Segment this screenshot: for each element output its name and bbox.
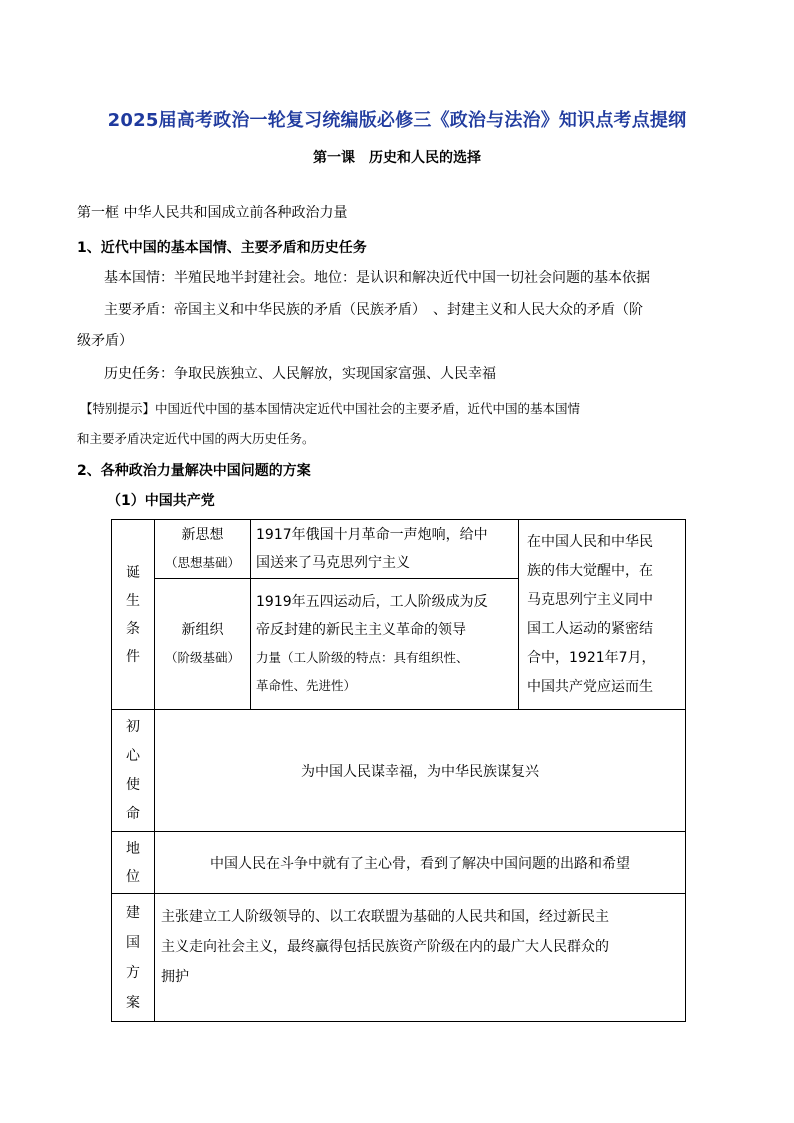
new-thought-name: 新思想 xyxy=(181,527,224,543)
new-org-content: 1919年五四运动后，工人阶级成为反 帝反封建的新民主主义革命的领导 力量（工人阶级的特点：具有组织性、 革命性、先进性） xyxy=(251,579,519,710)
table-row xyxy=(112,832,686,894)
new-org-cell xyxy=(155,579,251,710)
new-thought-content: 1917年俄国十月革命一声炮响，给中 国送来了马克思列宁主义 xyxy=(251,520,519,579)
status-content: 中国人民在斗争中就有了主心骨，看到了解决中国问题的出路和希望 xyxy=(155,832,686,894)
cpc-table xyxy=(111,519,686,1022)
plan-label: 建 国 方 案 xyxy=(112,894,155,1022)
lesson-title: 第一课 历史和人民的选择 xyxy=(313,150,481,166)
new-org-basis: （阶级基础） xyxy=(164,650,240,665)
special-tip-line: 【特别提示】中国近代中国的基本国情决定近代中国社会的主要矛盾，近代中国的基本国情 xyxy=(80,401,581,416)
basic-condition-line: 基本国情：半殖民地半封建社会。地位：是认识和解决近代中国一切社会问题的基本依据 xyxy=(104,270,650,286)
historic-task-line: 历史任务：争取民族独立、人民解放，实现国家富强、人民幸福 xyxy=(104,366,496,382)
table-row xyxy=(112,520,686,579)
birth-conditions-label: 诞 生 条 件 xyxy=(112,520,155,710)
new-thought-basis: （思想基础） xyxy=(164,555,240,570)
section1-heading: 1、近代中国的基本国情、主要矛盾和历史任务 xyxy=(77,240,367,256)
birth-result-cell: 在中国人民和中华民 族的伟大觉醒中，在 马克思列宁主义同中 国工人运动的紧密结 合中，1921年7月， 中国共产党应运而生 xyxy=(519,520,686,710)
special-tip-line-cont: 和主要矛盾决定近代中国的两大历史任务。 xyxy=(77,431,315,446)
main-contradiction-line-cont: 级矛盾） xyxy=(77,333,133,349)
table-row xyxy=(112,894,686,1022)
new-thought-cell xyxy=(155,520,251,579)
plan-content: 主张建立工人阶级领导的、以工农联盟为基础的人民共和国，经过新民主 主义走向社会主义，最终赢得包括民族资产阶级在内的最广大人民群众的 拥护 xyxy=(155,894,686,1022)
mission-content: 为中国人民谋幸福，为中华民族谋复兴 xyxy=(155,710,686,832)
document-title: 2025届高考政治一轮复习统编版必修三《政治与法治》知识点考点提纲 xyxy=(107,110,687,131)
main-contradiction-line: 主要矛盾：帝国主义和中华民族的矛盾（民族矛盾） 、封建主义和人民大众的矛盾（阶 xyxy=(104,302,643,318)
mission-label: 初 心 使 命 xyxy=(112,710,155,832)
frame-heading: 第一框 中华人民共和国成立前各种政治力量 xyxy=(77,205,348,221)
cpc-subheading: （1）中国共产党 xyxy=(107,493,215,509)
new-org-name: 新组织 xyxy=(181,622,224,638)
table-row xyxy=(112,710,686,832)
section2-heading: 2、各种政治力量解决中国问题的方案 xyxy=(77,463,311,479)
status-label: 地 位 xyxy=(112,832,155,894)
